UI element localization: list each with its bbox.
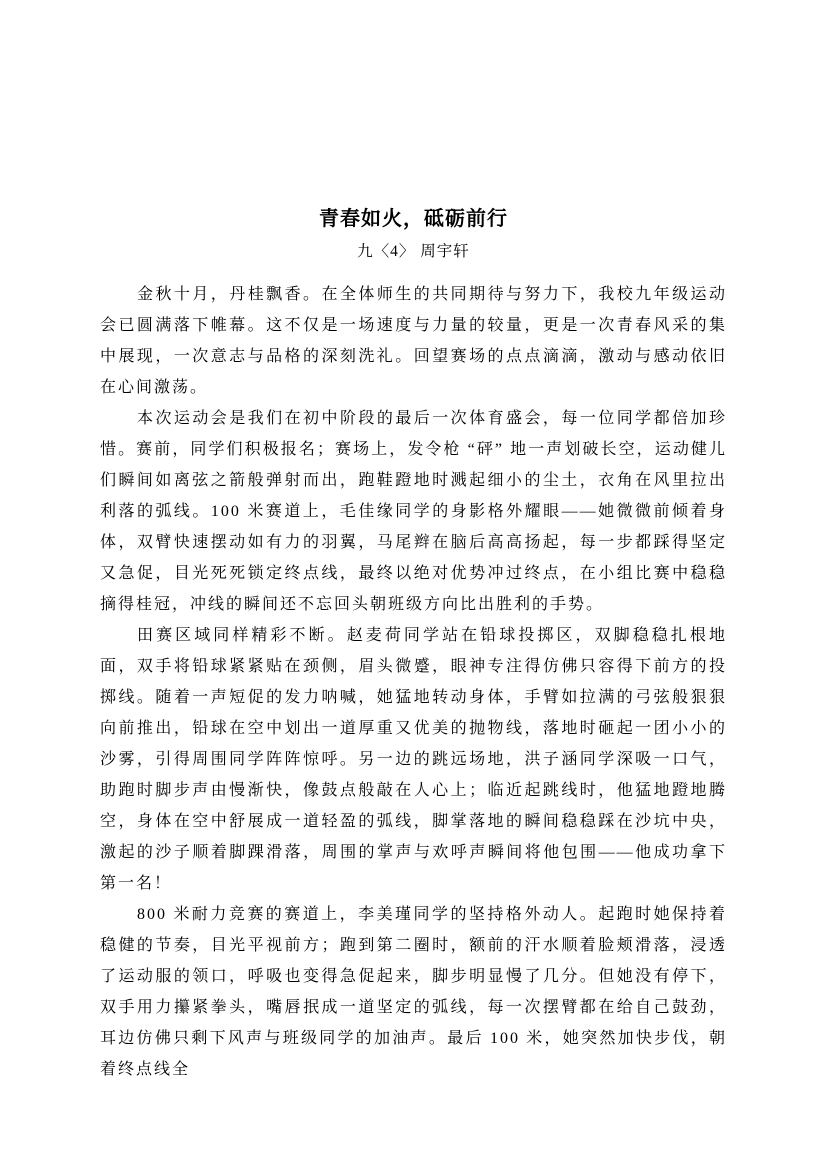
essay-title: 青春如火，砥砺前行	[319, 208, 508, 230]
essay-content	[100, 206, 727, 1085]
paragraph-3: 田赛区域同样精彩不断。赵麦荷同学站在铅球投掷区，双脚稳稳扎根地面，双手将铅球紧紧贴在颈侧，眉头微蹙，眼神专注得仿佛只容得下前方的投掷线。随着一声短促的发力呐喊，她猛地转动身体，手臂如拉满的弓弦般狠狠向前推出，铅球在空中划出一道厚重又优美的抛物线，落地时砸起一团小小的沙雾，引得周围同学阵阵惊呼。另一边的跳远场地，洪子涵同学深吸一口气，助跑时脚步声由慢渐快，像鼓点般敲在人心上；临近起跳线时，他猛地蹬地腾空，身体在空中舒展成一道轻盈的弧线，脚掌落地的瞬间稳稳踩在沙坑中央，激起的沙子顺着脚踝滑落，周围的掌声与欢呼声瞬间将他包围——他成功拿下第一名！	[100, 627, 727, 892]
paragraph-4: 800 米耐力竞赛的赛道上，李美瑾同学的坚持格外动人。起跑时她保持着稳健的节奏，目光平视前方；跑到第二圈时，额前的汗水顺着脸颊滑落，浸透了运动服的领口，呼吸也变得急促起来，脚步明显慢了几分。但她没有停下，双手用力攥紧拳头，嘴唇抿成一道坚定的弧线，每一次摆臂都在给自己鼓劲，耳边仿佛只剩下风声与班级同学的加油声。最后 100 米，她突然加快步伐，朝着终点线全	[100, 906, 727, 1078]
paragraph-2: 本次运动会是我们在初中阶段的最后一次体育盛会，每一位同学都倍加珍惜。赛前，同学们积极报名；赛场上，发令枪 “砰” 地一声划破长空，运动健儿们瞬间如离弦之箭般弹射而出，跑鞋蹬地时溅起细小的尘土，衣角在风里拉出利落的弧线。100 米赛道上，毛佳缘同学的身影格外耀眼——她微微前倾着身体，双臂快速摆动如有力的羽翼，马尾辫在脑后高高扬起，每一步都踩得坚定又急促，目光死死锁定终点线，最终以绝对优势冲过终点，在小组比赛中稳稳摘得桂冠，冲线的瞬间还不忘回头朝班级方向比出胜利的手势。	[100, 410, 727, 613]
author-line: 九〈4〉 周宇轩	[357, 243, 470, 260]
paragraph-1: 金秋十月，丹桂飘香。在全体师生的共同期待与努力下，我校九年级运动会已圆满落下帷幕。这不仅是一场速度与力量的较量，更是一次青春风采的集中展现，一次意志与品格的深刻洗礼。回望赛场的点点滴滴，激动与感动依旧在心间激荡。	[100, 286, 727, 396]
